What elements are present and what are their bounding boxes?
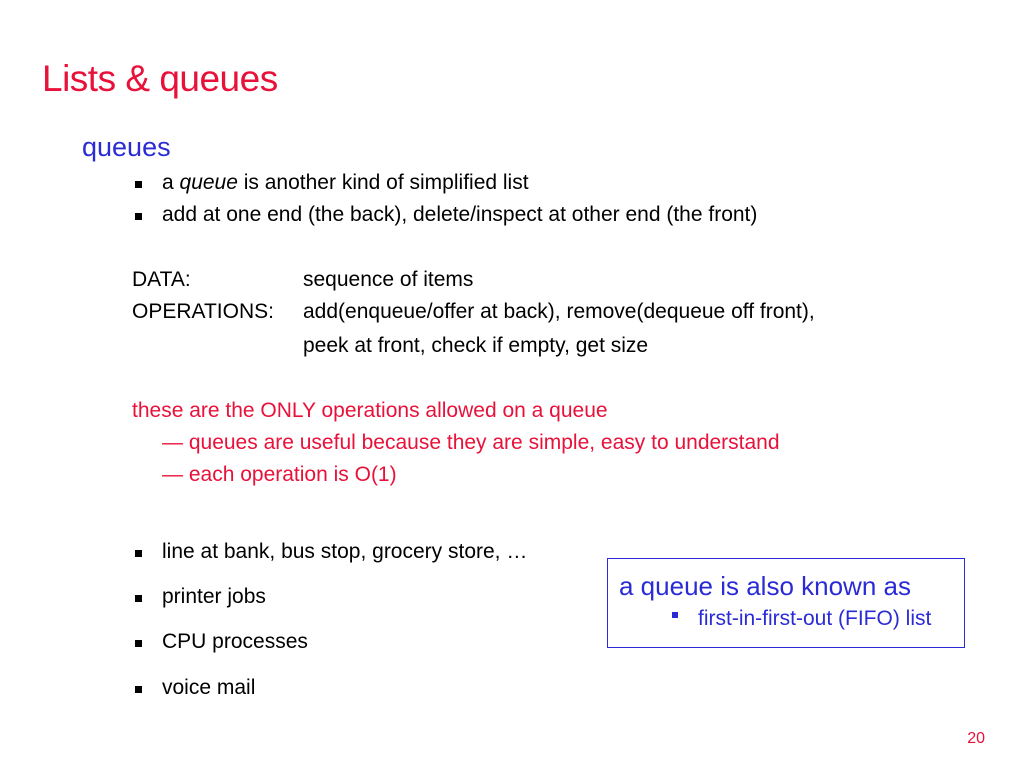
bullet-square-icon [135,640,142,647]
bullet-prefix: a [162,171,180,194]
note-only-operations: these are the ONLY operations allowed on a queue [132,399,608,422]
slide-title: Lists & queues [42,58,278,99]
bullet-suffix: is another kind of simplified list [237,171,529,194]
bullet-square-icon [135,595,142,602]
emphasis-queue: queue [179,171,238,194]
note-useful: — queues are useful because they are simple, easy to understand [162,431,780,454]
operations-line-1: add(enqueue/offer at back), remove(dequeue off front), [303,300,815,323]
page-number: 20 [967,730,985,747]
example-item: printer jobs [162,585,266,608]
bullet-square-icon [672,612,678,618]
operations-line-2: peek at front, check if empty, get size [303,334,649,357]
bullet-square-icon [135,550,142,557]
operations-label: OPERATIONS: [132,300,274,323]
example-item: line at bank, bus stop, grocery store, … [162,540,528,563]
bullet-queue-definition [162,171,529,195]
data-value: sequence of items [303,268,474,291]
bullet-square-icon [135,213,142,220]
bullet-square-icon [135,181,142,188]
callout-item: first-in-first-out (FIFO) list [698,607,932,630]
callout-title: a queue is also known as [619,571,911,601]
fifo-callout-box [607,558,965,648]
section-heading: queues [82,132,171,162]
bullet-add-delete: add at one end (the back), delete/inspect at other end (the front) [162,203,758,226]
bullet-square-icon [135,686,142,693]
example-item: voice mail [162,676,256,699]
data-label: DATA: [132,268,191,291]
note-complexity: — each operation is O(1) [162,463,397,486]
example-item: CPU processes [162,630,308,653]
